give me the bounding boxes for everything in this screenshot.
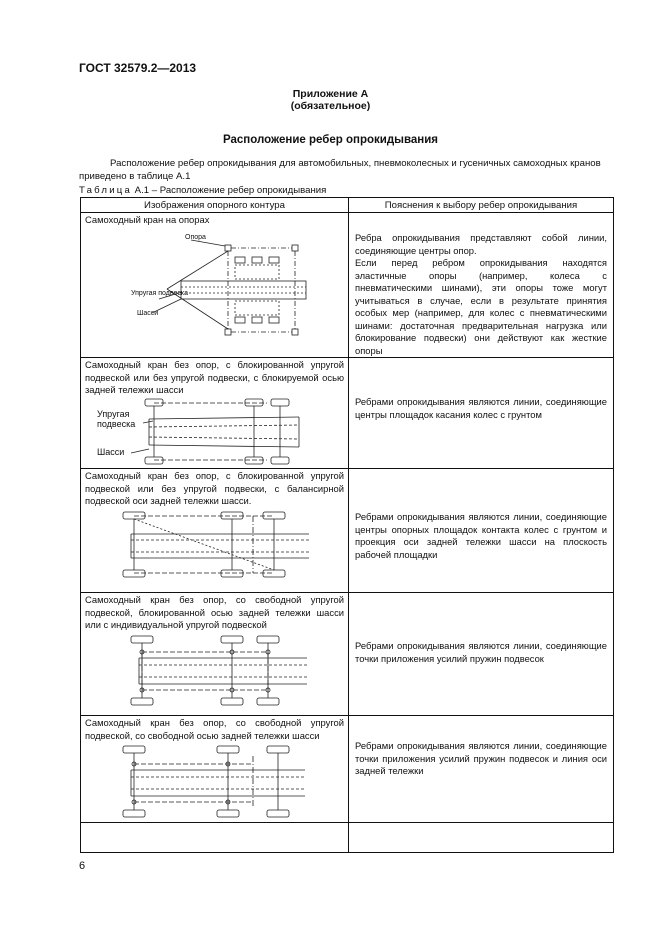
row-description: Самоходный кран без опор, со свободной упругой подвеской, блокированной осью задней тележки шасси или с индивидуальной упругой подвеской: [85, 594, 344, 630]
crane-free-suspension-free-axle-diagram: [87, 742, 337, 820]
outrigger-pad: [225, 329, 231, 335]
row-image-cell: [81, 358, 349, 469]
diagram-label: Опора: [185, 233, 206, 241]
diagram-label: Шасси: [137, 309, 159, 317]
crane-locked-suspension-diagram: [87, 397, 337, 467]
crane-outriggers-diagram: [87, 227, 337, 351]
row-description: Самоходный кран без опор, с блокированной упругой подвеской или без упругой подвески, с блокируемой осью задней тележки шасси: [85, 359, 344, 395]
annex-status: (обязательное): [290, 100, 371, 112]
annex-title: Приложение А: [292, 88, 369, 100]
table-caption-rest: А.1 – Расположение ребер опрокидывания: [132, 185, 327, 196]
row-explanation-cell: [349, 213, 614, 358]
diagram-label: Шасси: [97, 446, 125, 457]
crane-balanced-bogie-diagram: [87, 508, 337, 580]
table-caption: [79, 185, 326, 196]
column-header-images: Изображения опорного контура: [81, 198, 349, 213]
table-row: [81, 213, 614, 358]
row-image-cell: [81, 593, 349, 716]
row-explanation: Ребрами опрокидывания являются линии, соединяющие центры площадок касания колес с грунтом: [355, 396, 607, 420]
section-title: Расположение ребер опрокидывания: [222, 134, 439, 146]
row-explanation-cell: [349, 358, 614, 469]
table-caption-prefix: Таблица: [79, 185, 133, 196]
row-image-cell: [81, 469, 349, 593]
row-description: Самоходный кран без опор, со свободной упругой подвеской, со свободной осью задней тележки шасси: [85, 717, 344, 741]
explanation-paragraph: Ребра опрокидывания представляют собой линии, соединяющие центры опор.: [355, 232, 607, 256]
overturning-edges-table: [80, 197, 614, 853]
table-header-row: [81, 198, 614, 213]
outrigger-pad: [292, 245, 298, 251]
table-row: [81, 593, 614, 716]
empty-cell: [349, 823, 614, 853]
row-explanation: Ребрами опрокидывания являются линии, соединяющие центры опорных площадок контакта колес с грунтом и проекция оси задней тележки шасси на плоскость рабочей площадки: [355, 511, 607, 560]
table-row: [81, 469, 614, 593]
table-row-empty: [81, 823, 614, 853]
row-explanation-cell: [349, 469, 614, 593]
document-code: ГОСТ 32579.2—2013: [79, 61, 197, 75]
intro-paragraph: Расположение ребер опрокидывания для автомобильных, пневмоколесных и гусеничных самоходных кранов приведено в таблице А.1: [79, 158, 601, 182]
row-explanation: Ребрами опрокидывания являются линии, соединяющие точки приложения усилий пружин подвесок и линия оси задней тележки: [355, 740, 607, 776]
crane-free-suspension-locked-axle-diagram: [87, 632, 337, 708]
row-description: Самоходный кран на опорах: [85, 214, 210, 225]
outrigger-pad: [225, 245, 231, 251]
table-row: [81, 358, 614, 469]
diagram-label: Упругая: [97, 408, 130, 419]
page-number: 6: [79, 860, 86, 872]
row-explanation-cell: [349, 593, 614, 716]
table-row: [81, 716, 614, 823]
row-image-cell: [81, 716, 349, 823]
explanation-paragraph: Если перед ребром опрокидывания находятся эластичные опоры (например, колеса с пневматическими шинами), эти опоры тоже могут учитываться в случае, если в результате принятия особых мер (например, для колес с пневматическими шинами: достаточная предварительная нагрузка или блокирование подвески) они действуют как жесткие опоры: [355, 257, 607, 356]
row-image-cell: [81, 213, 349, 358]
outrigger-pad: [292, 329, 298, 335]
column-header-explanations: Пояснения к выбору ребер опрокидывания: [349, 198, 614, 213]
row-explanation-cell: [349, 716, 614, 823]
empty-cell: [81, 823, 349, 853]
diagram-label: подвеска: [97, 418, 136, 429]
diagram-label: Упругая подвеска: [131, 289, 189, 297]
row-explanation: [349, 213, 613, 357]
row-explanation: Ребрами опрокидывания являются линии, соединяющие точки приложения усилий пружин подвесок: [355, 640, 607, 664]
row-description: Самоходный кран без опор, с блокированной упругой подвеской или без упругой подвески, с балансирной подвеской оси задней тележки шасси.: [85, 470, 344, 506]
